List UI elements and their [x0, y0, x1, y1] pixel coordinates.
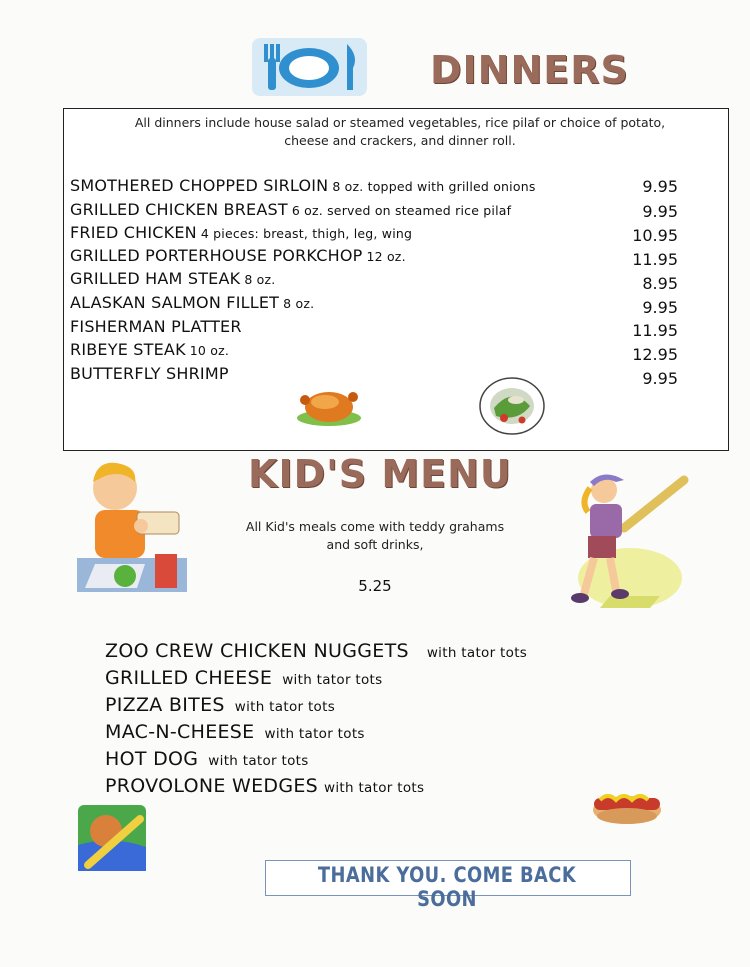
dinner-item: GRILLED CHICKEN BREAST 6 oz. served on steamed rice pilaf [70, 200, 512, 219]
salad-plate-icon [478, 376, 546, 436]
kids-item: ZOO CREW CHICKEN NUGGETS with tator tots [105, 640, 528, 662]
kids-item: PROVOLONE WEDGES with tator tots [105, 775, 425, 797]
dinner-price: 9.95 [642, 202, 678, 221]
roast-turkey-icon [295, 380, 363, 428]
dinner-price: 11.95 [632, 321, 678, 340]
dinner-price: 11.95 [632, 250, 678, 269]
dinner-item: GRILLED HAM STEAK 8 oz. [70, 269, 276, 288]
dinner-item: SMOTHERED CHOPPED SIRLOIN 8 oz. topped with grilled onions [70, 176, 536, 195]
dinner-note-line1: All dinners include house salad or steamed vegetables, rice pilaf or choice of potato, [134, 115, 666, 130]
kids-item: HOT DOG with tator tots [105, 748, 309, 770]
kids-note [230, 518, 520, 554]
kids-menu-title: KID'S MENU [248, 452, 512, 496]
dinner-price: 9.95 [642, 298, 678, 317]
kid-sandwich-icon [75, 458, 190, 593]
dinner-price: 8.95 [642, 274, 678, 293]
dinner-price: 9.95 [642, 369, 678, 388]
dinner-note [110, 114, 690, 150]
dinner-item: ALASKAN SALMON FILLET 8 oz. [70, 293, 315, 312]
girl-batter-icon [560, 468, 690, 610]
kids-item: PIZZA BITES with tator tots [105, 694, 336, 716]
baseball-glove-icon [78, 805, 146, 871]
dinner-item: GRILLED PORTERHOUSE PORKCHOP 12 oz. [70, 246, 406, 265]
kids-note-line2: and soft drinks, [326, 537, 424, 552]
dinner-item: FISHERMAN PLATTER [70, 317, 242, 336]
dinner-item: FRIED CHICKEN 4 pieces: breast, thigh, leg, wing [70, 223, 413, 242]
dinner-price: 9.95 [642, 177, 678, 196]
kids-item: GRILLED CHEESE with tator tots [105, 667, 383, 689]
dinner-price: 12.95 [632, 345, 678, 364]
plate-cutlery-icon [252, 38, 367, 96]
dinner-note-line2: cheese and crackers, and dinner roll. [284, 133, 516, 148]
thank-you-text: THANK YOU. COME BACK SOON [317, 863, 577, 911]
kids-meal-price: 5.25 [358, 577, 392, 595]
dinners-title: DINNERS [430, 48, 629, 92]
dinner-price: 10.95 [632, 226, 678, 245]
dinner-item: RIBEYE STEAK 10 oz. [70, 340, 230, 359]
kids-note-line1: All Kid's meals come with teddy grahams [245, 519, 505, 534]
hot-dog-icon [590, 782, 664, 828]
dinner-item: BUTTERFLY SHRIMP [70, 364, 229, 383]
kids-item: MAC-N-CHEESE with tator tots [105, 721, 365, 743]
